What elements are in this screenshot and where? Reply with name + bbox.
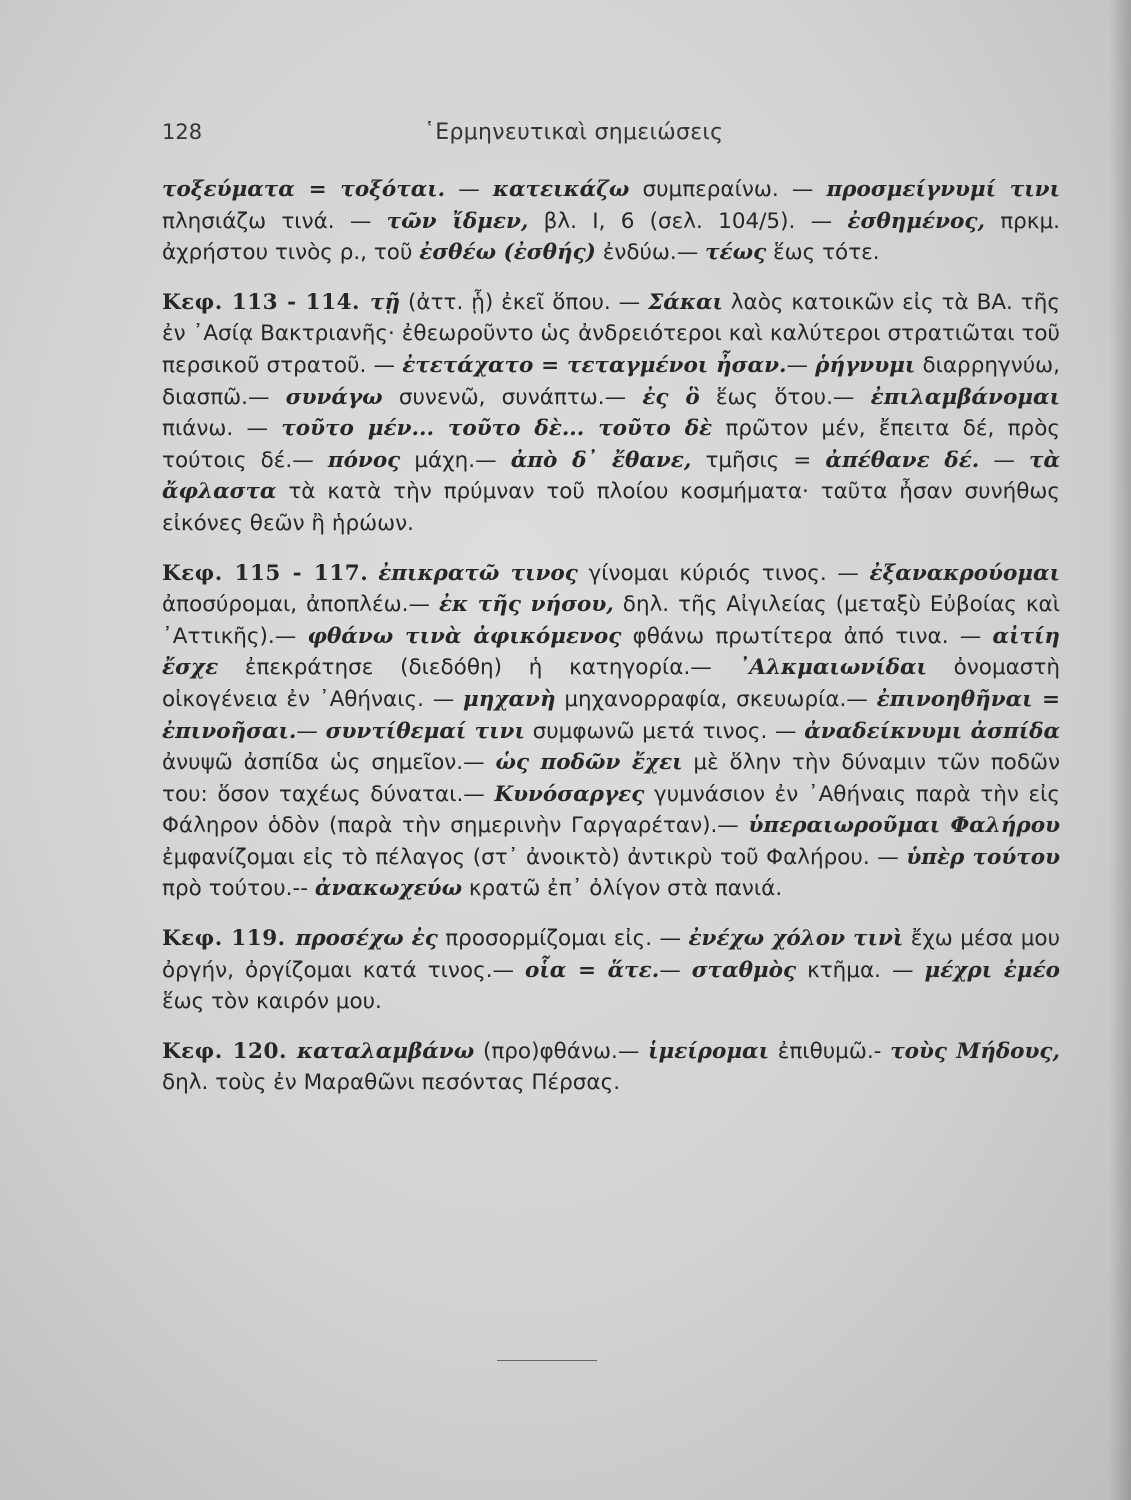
gloss-text: φθάνω πρωτίτερα ἀπό τινα. — [621,623,993,649]
gloss-text: — [979,447,1029,473]
gloss-text: συμπεραίνω. — [629,177,827,202]
gloss-text: ἕως τότε. [766,240,880,266]
gloss-text: βλ. Ι, 6 (σελ. 104/5). — [528,208,848,234]
glossed-term: ἐπιλαμβάνομαι [870,384,1060,410]
gloss-text: γυμνάσιον ἐν ᾽Αθήναις παρὰ τὴν εἰς Φάληρον ὁδὸν (παρὰ τὴν σημερινὴν Γαργαρέταν).— [162,781,1060,839]
glossed-term: συνάγω [285,384,383,410]
glossed-term: συντίθεμαί τινι [325,718,525,744]
gloss-text: ἀποσύρομαι, ἀποπλέω.— [162,592,439,618]
glossed-term: ἀπὸ δ᾽ ἔθανε, [510,447,692,473]
commentary-body [162,174,1060,1117]
page-header [162,120,1062,156]
glossed-term: σταθμὸς [691,957,797,983]
gloss-text: ἔχω μέσα μου ὀργήν, ὀργίζομαι κατά τινος.— [162,926,1061,983]
commentary-paragraph [162,287,1060,540]
gloss-text: — [659,957,692,983]
gloss-text: ἀνυψῶ ἀσπίδα ὡς σημεῖον.— [162,750,496,776]
glossed-term: τῶν ἴδμεν, [386,208,529,234]
gloss-text: τὰ κατὰ τὴν πρύμναν τοῦ πλοίου κοσμήματα· ταῦτα ἦσαν συνήθως εἰκόνες θεῶν ἢ ἡρώων. [162,479,1060,536]
glossed-term: ἐσθέω (ἐσθής) [419,240,596,266]
glossed-term: μηχανὴ [462,686,556,712]
glossed-term: τῇ [370,289,401,315]
gloss-text: διαρρηγνύω, διασπῶ.— [162,352,1060,410]
gloss-text: ἕως ὅτου.— [699,384,871,410]
glossed-term: ᾽Αλκμαιωνίδαι [738,655,927,681]
gloss-text: ἐνδύω.— [595,240,706,266]
chapter-reference: Κεφ. 120. [162,1038,287,1064]
glossed-term: τοξεύματα = τοξόται. [162,177,446,202]
gloss-text: πρὸ τούτου.-- [162,876,315,902]
gloss-text: ἐμφανίζομαι εἰς τὸ πέλαγος (στ᾽ ἀνοικτὸ) ἀντικρὺ τοῦ Φαλήρου. — [162,844,907,870]
gloss-text: πιάνω. — [162,416,282,442]
glossed-term: φθάνω τινὰ ἀφικόμενος [307,623,622,649]
gloss-text: πλησιάζω τινά. — [162,208,387,234]
gloss-text: πρῶτον μέν, ἔπειτα δέ, πρὸς τούτοις δέ.— [162,416,1060,473]
gloss-text: μηχανορραφία, σκευωρία.— [555,686,877,712]
glossed-term: τὰ ἄφλαστα [162,447,1061,505]
glossed-term: ῥήγνυμι [815,352,916,378]
glossed-term: ἐπικρατῶ τινος [378,560,578,586]
commentary-paragraph [162,558,1060,906]
glossed-term: κατεικάζω [492,177,630,202]
page-edge-shadow [1109,0,1131,1500]
glossed-term: ἐσθημένος, [847,208,985,234]
glossed-term: ἐτετάχατο = τεταγμένοι ἦσαν. [402,352,787,378]
glossed-term: ἐπινοηθῆναι = ἐπινοῆσαι. [162,686,1060,744]
gloss-text: συνενῶ, συνάπτω.— [382,384,643,410]
gloss-text: (ἀττ. ᾗ) ἐκεῖ ὅπου. — [400,289,649,315]
glossed-term: ἐς ὃ [642,384,700,410]
gloss-text: — [786,352,816,378]
commentary-paragraph [162,174,1060,269]
glossed-term: τοὺς Μήδους, [890,1038,1060,1064]
gloss-text: μάχη.— [400,447,511,473]
glossed-term: προσμείγνυμί τινι [826,177,1060,202]
chapter-reference: Κεφ. 113 - 114. [162,289,361,315]
glossed-term: ἱμείρομαι [648,1038,769,1064]
commentary-paragraph [162,923,1060,1018]
gloss-text: (προ)φθάνω.— [474,1038,649,1064]
gloss-text: ἐπεκράτησε (διεδόθη) ἡ κατηγορία.— [218,655,739,681]
glossed-term: ἀναδείκνυμι ἀσπίδα [804,718,1060,744]
glossed-term: ὑπὲρ τούτου [906,844,1060,870]
gloss-text: κρατῶ ἐπ᾽ ὀλίγον στὰ πανιά. [462,876,783,902]
gloss-text: δηλ. τῆς Αἰγιλείας (μεταξὺ Εὐβοίας καὶ ᾽Αττικῆς).— [162,592,1060,649]
glossed-term: τοῦτο μέν... τοῦτο δὲ... τοῦτο δὲ [281,416,713,442]
gloss-text: τμῆσις = [691,447,826,473]
chapter-reference: Κεφ. 119. [162,926,286,952]
gloss-text: ὀνομαστὴ οἰκογένεια ἐν ᾽Αθήναις. — [162,655,1060,712]
glossed-term: μέχρι ἐμέο [924,957,1060,983]
gloss-text: — [296,718,326,744]
glossed-term: προσέχω ἐς [295,926,438,952]
gloss-text: πρκμ. ἀχρήστου τινὸς ρ., τοῦ [162,208,1060,266]
glossed-term: ἐνέχω χόλον τινὶ [688,926,904,952]
chapter-reference: Κεφ. 115 - 117. [162,560,369,586]
glossed-term: αἰτίη ἔσχε [162,623,1060,681]
glossed-term: ὑπεραιωροῦμαι Φαλήρου [748,813,1060,839]
glossed-term: τέως [705,240,767,266]
glossed-term: ἐκ τῆς νήσου, [438,592,614,618]
end-rule [497,1360,597,1361]
gloss-text: κτῆμα. — [796,957,925,983]
glossed-term: Σάκαι [648,289,723,315]
gloss-text: — [445,177,493,202]
glossed-term: πόνος [327,447,401,473]
glossed-term: ἀνακωχεύω [314,876,463,902]
page-number: 128 [162,120,203,144]
glossed-term: οἷα = ἅτε. [525,957,660,983]
glossed-term: Κυνόσαργες [494,781,645,807]
gloss-text: ἐπιθυμῶ.- [769,1038,891,1064]
gloss-text: λαὸς κατοικῶν εἰς τὰ ΒΑ. τῆς ἐν ᾽Ασίᾳ Βακτριανῆς· ἐθεωροῦντο ὡς ἀνδρειότεροι καὶ καλύτεροι στρατιῶται τοῦ περσικοῦ στρατοῦ. — [162,289,1060,378]
gloss-text: προσορμίζομαι εἰς. — [437,926,689,952]
glossed-term: ἐξανακρούομαι [869,560,1060,586]
glossed-term: καταλαμβάνω [296,1038,475,1064]
glossed-term: ὡς ποδῶν ἔχει [495,750,683,776]
gloss-text: συμφωνῶ μετά τινος. — [524,718,805,744]
gloss-text: μὲ ὅλην τὴν δύναμιν τῶν ποδῶν του: ὅσον ταχέως δύναται.— [162,750,1060,807]
gloss-text: γίνομαι κύριός τινος. — [577,560,870,586]
running-title: ῾Ερμηνευτικαὶ σημειώσεις [424,120,724,145]
glossed-term: ἀπέθανε δέ. [825,447,980,473]
gloss-text: δηλ. τοὺς ἐν Μαραθῶνι πεσόντας Πέρσας. [162,1070,621,1096]
gloss-text: ἕως τὸν καιρόν μου. [162,989,382,1015]
commentary-paragraph [162,1036,1060,1099]
